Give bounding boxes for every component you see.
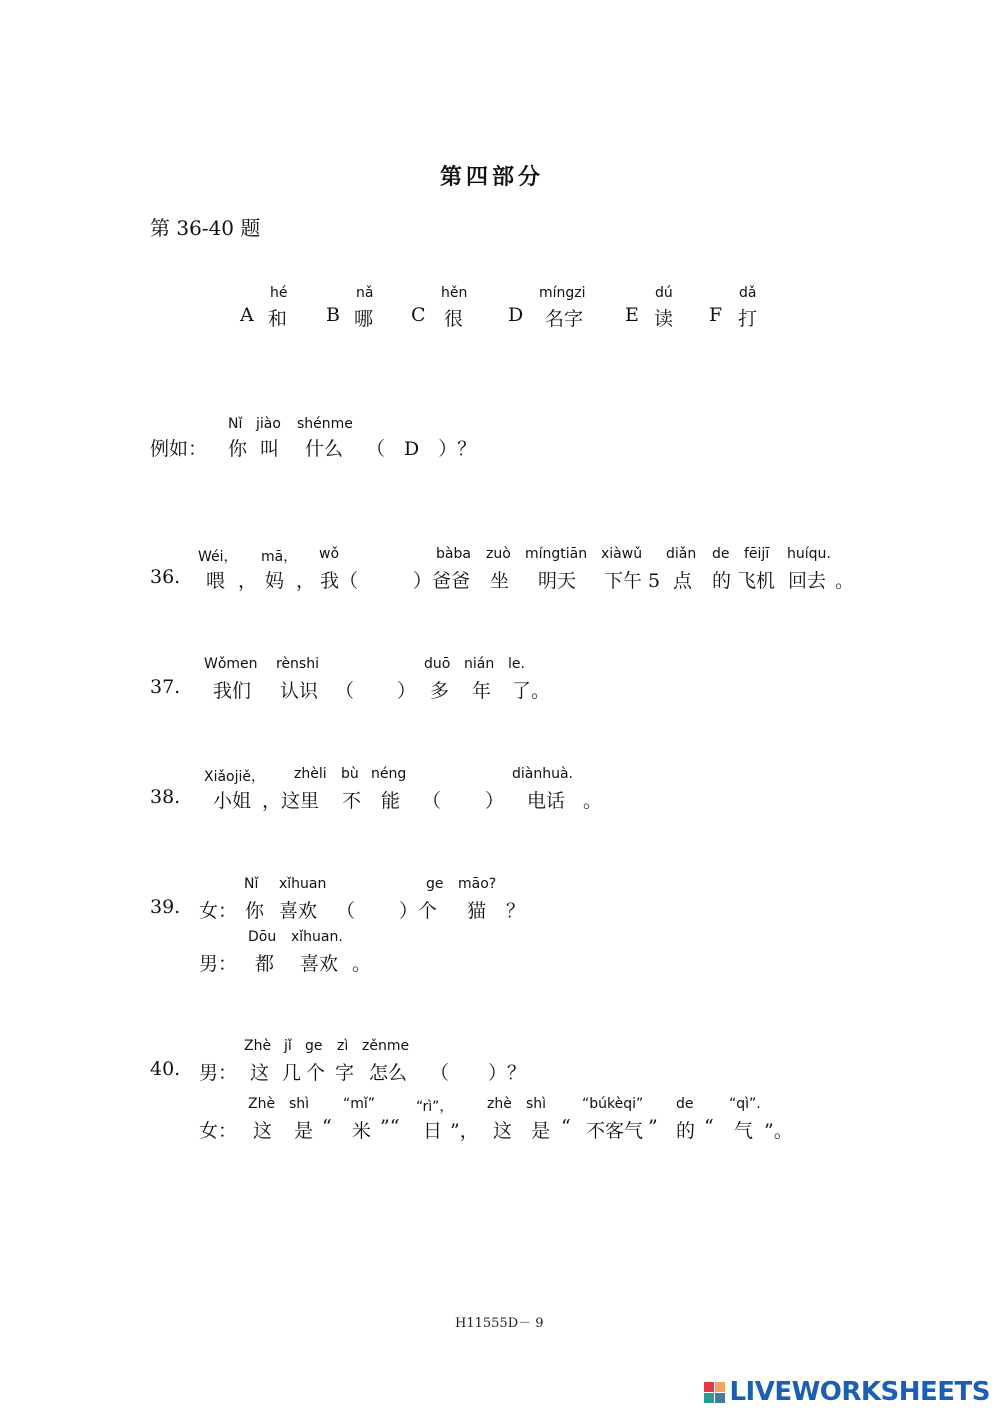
q40-hanzi: 字 bbox=[335, 1062, 355, 1084]
q36-hanzi: 回去 bbox=[788, 570, 827, 592]
liveworksheets-text: LIVEWORKSHEETS bbox=[729, 1377, 990, 1407]
q39-pinyin: Nǐ bbox=[244, 876, 259, 892]
example-answer: （ D ）？ bbox=[366, 438, 477, 460]
q36-hanzi: ， bbox=[296, 570, 316, 592]
q40-hanzi: 日 bbox=[423, 1120, 443, 1142]
q40-pinyin: shì bbox=[526, 1096, 547, 1112]
q38-hanzi: 能 bbox=[381, 790, 401, 812]
q40-speaker-1: 男： bbox=[199, 1062, 238, 1084]
liveworksheets-logo bbox=[704, 1377, 990, 1407]
q40-hanzi: “ bbox=[561, 1116, 571, 1138]
option-e-pinyin: dú bbox=[655, 285, 673, 301]
q40-speaker-2: 女： bbox=[199, 1120, 238, 1142]
q38-hanzi: 。 bbox=[583, 790, 603, 812]
q40-pinyin: shì bbox=[289, 1096, 310, 1112]
option-a-letter: A bbox=[240, 304, 254, 326]
option-b-letter: B bbox=[326, 304, 340, 326]
example-pinyin-1: Nǐ bbox=[228, 416, 243, 432]
q40-pinyin: “rì”， bbox=[416, 1099, 454, 1115]
option-a-pinyin: hé bbox=[270, 285, 288, 301]
q40-hanzi: ）？ bbox=[488, 1062, 527, 1084]
q36-hanzi: 下午 5 bbox=[604, 570, 661, 592]
q40-pinyin: de bbox=[676, 1096, 694, 1112]
q40-hanzi: 这 bbox=[253, 1120, 273, 1142]
example-pinyin-3: shénme bbox=[297, 416, 353, 432]
q37-pinyin: rènshi bbox=[276, 656, 319, 672]
q36-hanzi: 明天 bbox=[538, 570, 577, 592]
q40-pinyin: Zhè bbox=[244, 1038, 272, 1054]
q39-hanzi: 都 bbox=[255, 953, 275, 975]
q40-hanzi: 气 bbox=[734, 1120, 754, 1142]
q36-hanzi: 妈 bbox=[265, 570, 285, 592]
option-e-letter: E bbox=[625, 304, 639, 326]
q40-hanzi: 几 bbox=[282, 1062, 302, 1084]
q38-pinyin: Xiǎojiě， bbox=[204, 769, 266, 785]
q39-pinyin: xǐhuan bbox=[279, 876, 327, 892]
q40-hanzi: “ bbox=[322, 1116, 332, 1138]
option-f-pinyin: dǎ bbox=[739, 285, 757, 301]
q38-hanzi: （ bbox=[422, 790, 442, 812]
option-c-pinyin: hěn bbox=[441, 285, 468, 301]
q36-hanzi: 我（ bbox=[320, 570, 359, 592]
q40-hanzi: 米 bbox=[352, 1120, 372, 1142]
section-heading: 第 36-40 题 bbox=[150, 216, 261, 240]
q39-pinyin: ge bbox=[426, 876, 444, 892]
q37-pinyin: le. bbox=[508, 656, 525, 672]
option-d-letter: D bbox=[508, 304, 524, 326]
q36-pinyin: zuò bbox=[486, 546, 511, 562]
q39-hanzi: 喜欢 bbox=[279, 900, 318, 922]
q40-pinyin: zhè bbox=[487, 1096, 512, 1112]
q40-hanzi: 是 bbox=[531, 1120, 551, 1142]
q39-hanzi: ）个 bbox=[399, 900, 438, 922]
q36-pinyin: míngtiān bbox=[525, 546, 588, 562]
q39-hanzi: ？ bbox=[506, 900, 526, 922]
q40-hanzi: 这 bbox=[493, 1120, 513, 1142]
q36-pinyin: de bbox=[712, 546, 730, 562]
q39-speaker-2: 男： bbox=[199, 953, 238, 975]
q40-hanzi: ”， bbox=[450, 1120, 479, 1142]
q38-pinyin: diànhuà. bbox=[512, 766, 574, 782]
q40-hanzi: ”。 bbox=[764, 1120, 793, 1142]
q40-hanzi: 是 bbox=[294, 1120, 314, 1142]
q36-hanzi: ）爸爸 bbox=[413, 570, 471, 592]
q39-hanzi: 猫 bbox=[467, 900, 487, 922]
option-c-char: 很 bbox=[444, 308, 464, 330]
q37-hanzi: 多 bbox=[430, 680, 450, 702]
example-hanzi-3: 什么 bbox=[305, 438, 344, 460]
q40-hanzi: 怎么 bbox=[369, 1062, 408, 1084]
q38-number: 38. bbox=[150, 786, 181, 808]
q37-number: 37. bbox=[150, 676, 181, 698]
example-label: 例如： bbox=[150, 438, 208, 460]
q40-pinyin: ge bbox=[305, 1038, 323, 1054]
q38-hanzi: ，这里 bbox=[262, 790, 320, 812]
q36-number: 36. bbox=[150, 566, 181, 588]
q40-hanzi: ”“ bbox=[380, 1116, 400, 1138]
q40-pinyin: jǐ bbox=[284, 1038, 292, 1054]
q40-hanzi: （ bbox=[430, 1062, 450, 1084]
option-b-pinyin: nǎ bbox=[356, 285, 374, 301]
q39-hanzi: （ bbox=[336, 900, 356, 922]
q39-pinyin: xǐhuan. bbox=[291, 929, 343, 945]
q40-number: 40. bbox=[150, 1058, 181, 1080]
option-d-char: 名字 bbox=[545, 308, 584, 330]
q37-hanzi: 年 bbox=[472, 680, 492, 702]
q36-hanzi: 。 bbox=[835, 570, 855, 592]
q36-pinyin: bàba bbox=[436, 546, 471, 562]
q36-pinyin: wǒ bbox=[319, 546, 340, 562]
option-f-char: 打 bbox=[738, 308, 758, 330]
q40-hanzi: “ bbox=[704, 1116, 714, 1138]
q40-hanzi: ” bbox=[648, 1116, 658, 1138]
q38-hanzi: 小姐 bbox=[213, 790, 252, 812]
q39-pinyin: māo? bbox=[458, 876, 497, 892]
option-b-char: 哪 bbox=[354, 308, 374, 330]
q38-hanzi: 电话 bbox=[527, 790, 566, 812]
q40-hanzi: 的 bbox=[676, 1120, 696, 1142]
q40-pinyin: Zhè bbox=[248, 1096, 276, 1112]
q37-hanzi: （ bbox=[335, 680, 355, 702]
q37-hanzi: 我们 bbox=[213, 680, 252, 702]
q39-pinyin: Dōu bbox=[248, 929, 277, 945]
q38-pinyin: zhèli bbox=[294, 766, 327, 782]
q40-pinyin: “qì”. bbox=[729, 1096, 761, 1112]
q38-hanzi: ） bbox=[485, 790, 505, 812]
q39-speaker-1: 女： bbox=[199, 900, 238, 922]
page-title: 第四部分 bbox=[440, 164, 545, 190]
q39-hanzi: 你 bbox=[245, 900, 265, 922]
q37-pinyin: nián bbox=[464, 656, 495, 672]
q37-hanzi: 了。 bbox=[512, 680, 551, 702]
liveworksheets-badge-icon bbox=[704, 1382, 725, 1403]
q38-pinyin: bù bbox=[341, 766, 359, 782]
q36-pinyin: fēijī bbox=[744, 546, 770, 562]
option-c-letter: C bbox=[411, 304, 426, 326]
q36-hanzi: 的 飞机 bbox=[712, 570, 776, 592]
q36-pinyin: diǎn bbox=[666, 546, 697, 562]
q38-hanzi: 不 bbox=[342, 790, 362, 812]
q36-hanzi: 喂 bbox=[206, 570, 226, 592]
q36-pinyin: mā， bbox=[261, 549, 298, 565]
q36-hanzi: 坐 bbox=[490, 570, 510, 592]
example-hanzi-2: 叫 bbox=[260, 438, 280, 460]
q39-hanzi: 喜欢 bbox=[300, 953, 339, 975]
q40-pinyin: zì bbox=[337, 1038, 349, 1054]
q40-hanzi: 不客气 bbox=[586, 1120, 644, 1142]
q40-pinyin: “búkèqi” bbox=[582, 1096, 644, 1112]
q37-hanzi: 认识 bbox=[280, 680, 319, 702]
q36-hanzi: ， bbox=[238, 570, 258, 592]
option-e-char: 读 bbox=[654, 308, 674, 330]
q40-pinyin: “mǐ” bbox=[343, 1096, 376, 1112]
option-f-letter: F bbox=[709, 304, 723, 326]
q36-hanzi: 点 bbox=[673, 570, 693, 592]
q40-pinyin: zěnme bbox=[362, 1038, 410, 1054]
q36-pinyin: huíqu. bbox=[787, 546, 831, 562]
example-hanzi-1: 你 bbox=[228, 438, 248, 460]
option-d-pinyin: míngzi bbox=[539, 285, 586, 301]
q39-hanzi: 。 bbox=[352, 953, 372, 975]
option-a-char: 和 bbox=[268, 308, 288, 330]
q37-pinyin: duō bbox=[424, 656, 451, 672]
page-footer: H11555D－ 9 bbox=[455, 1316, 544, 1331]
q36-pinyin: Wéi， bbox=[198, 549, 238, 565]
q38-pinyin: néng bbox=[371, 766, 407, 782]
q36-pinyin: xiàwǔ bbox=[601, 546, 643, 562]
q40-hanzi: 个 bbox=[306, 1062, 326, 1084]
q37-hanzi: ） bbox=[397, 680, 417, 702]
q40-hanzi: 这 bbox=[250, 1062, 270, 1084]
q37-pinyin: Wǒmen bbox=[204, 656, 258, 672]
example-pinyin-2: jiào bbox=[256, 416, 281, 432]
q39-number: 39. bbox=[150, 896, 181, 918]
